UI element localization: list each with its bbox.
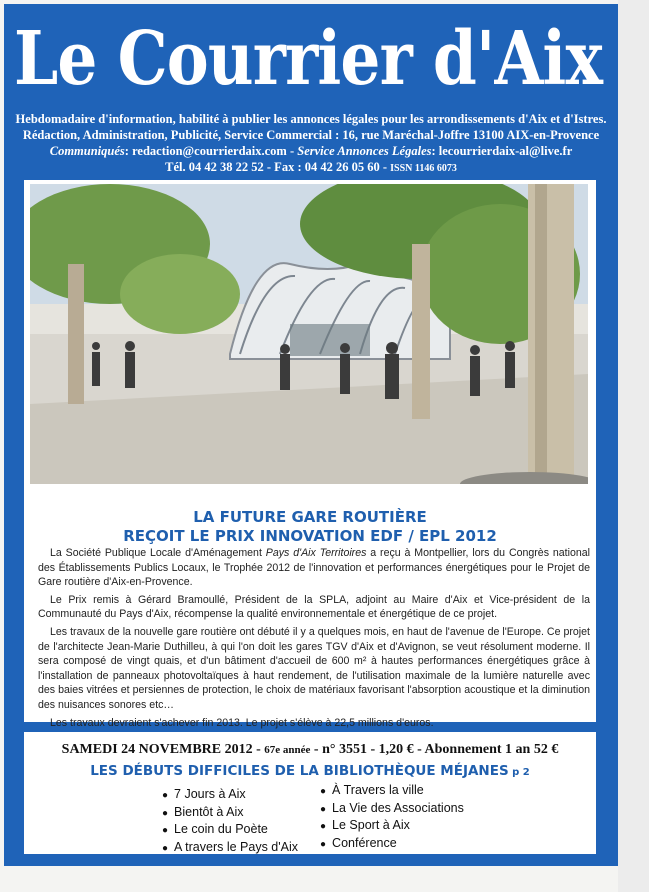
teaser-page: p 2 — [508, 767, 530, 778]
contents-item[interactable]: ● À Travers la ville — [320, 782, 464, 800]
annonces-email[interactable]: : lecourrierdaix-al@live.fr — [431, 144, 573, 158]
annonces-label: Service Annonces Légales — [297, 144, 432, 158]
issue-info — [24, 742, 596, 758]
contents-item[interactable]: ● Bientôt à Aix — [162, 804, 298, 822]
masthead-address: Rédaction, Administration, Publicité, Service Commercial : 16, rue Maréchal-Joffre 13100 AIX-en-Provence — [22, 128, 600, 142]
article-body — [38, 546, 590, 733]
rendering-illustration — [30, 184, 588, 484]
contents-item[interactable]: ● La Vie des Associations — [320, 800, 464, 818]
issue-date: SAMEDI 24 NOVEMBRE 2012 - — [61, 742, 265, 757]
communiques-email[interactable]: : redaction@courrierdaix.com - — [124, 144, 298, 158]
paragraph-4: Les travaux devraient s'achever fin 2013. Le projet s'élève à 22,5 millions d'euros. — [50, 716, 434, 729]
contents-item[interactable]: ● 7 Jours à Aix — [162, 786, 298, 804]
paper-edge — [618, 0, 649, 892]
paragraph-3: Les travaux de la nouvelle gare routière ont débuté il y a quelques mois, en haut de l'avenue de l'Europe. Ce projet de l'architecte Jean-Marie Duthilleu, à qui l'on doit les gares TGV d'Aix et d'Avignon, se veut résolument moderne. Il sera composé de vingt quais, et d'un bâtiment d'accueil de 600 m² à hautes performances énergétiques grâce à l'installation de panneaux photovoltaïques à haut rendement, de l'utilisation maximale de la lumière naturelle avec des baies vitrées et persiennes de protection, le choix de matériaux favorisant l'absorption acoustique et la diminution des nuisances sonores etc… — [38, 625, 590, 711]
front-page — [4, 4, 618, 866]
communiques-label: Communiqués — [49, 144, 125, 158]
masthead-tagline: Hebdomadaire d'information, habilité à publier les annonces légales pour les arrondissements d'Aix et d'Istres. — [15, 112, 607, 126]
paragraph-2: Le Prix remis à Gérard Bramoullé, Président de la SPLA, adjoint au Maire d'Aix et Vice-président de la Communauté du Pays d'Aix, récompense la qualité environnementale et énergétique de ce projet. — [38, 593, 590, 621]
issue-price: - n° 3551 - 1,20 € - Abonnement 1 an 52 € — [310, 742, 559, 757]
contents-item[interactable]: ● Conférence — [320, 835, 464, 853]
bus-station-rendering — [30, 184, 588, 484]
phone-fax: Tél. 04 42 38 22 52 - Fax : 04 42 26 05 60 - — [165, 160, 391, 174]
contents-right — [320, 782, 464, 852]
headline-line-2: REÇOIT LE PRIX INNOVATION EDF / EPL 2012 — [123, 527, 497, 545]
issn: ISSN 1146 6073 — [390, 163, 457, 174]
newspaper-title: Le Courrier d'Aix — [14, 16, 603, 102]
lead-article — [24, 180, 596, 729]
masthead-contacts — [4, 144, 618, 159]
contents-item[interactable]: ● Le Sport à Aix — [320, 817, 464, 835]
contents-left — [162, 786, 298, 856]
headline-line-1: LA FUTURE GARE ROUTIÈRE — [193, 508, 427, 526]
teaser-headline[interactable]: LES DÉBUTS DIFFICILES DE LA BIBLIOTHÈQUE MÉJANES p 2 — [90, 763, 530, 779]
contents-item[interactable]: ● A travers le Pays d'Aix — [162, 839, 298, 857]
organization-name: Pays d'Aix Territoires — [265, 547, 367, 559]
masthead-phone — [4, 160, 618, 175]
issue-year: 67e année — [264, 744, 311, 756]
issue-box — [24, 732, 596, 854]
contents-item[interactable]: ● Le coin du Poète — [162, 821, 298, 839]
paragraph-1: La Société Publique Locale d'Aménagement Pays d'Aix Territoires a reçu à Montpellier, lors du Congrès national des Établissements Publics Locaux, le Trophée 2012 de l'innovation et performances énergétiques pour le Projet de Gare routière d'Aix-en-Provence. — [38, 547, 590, 589]
